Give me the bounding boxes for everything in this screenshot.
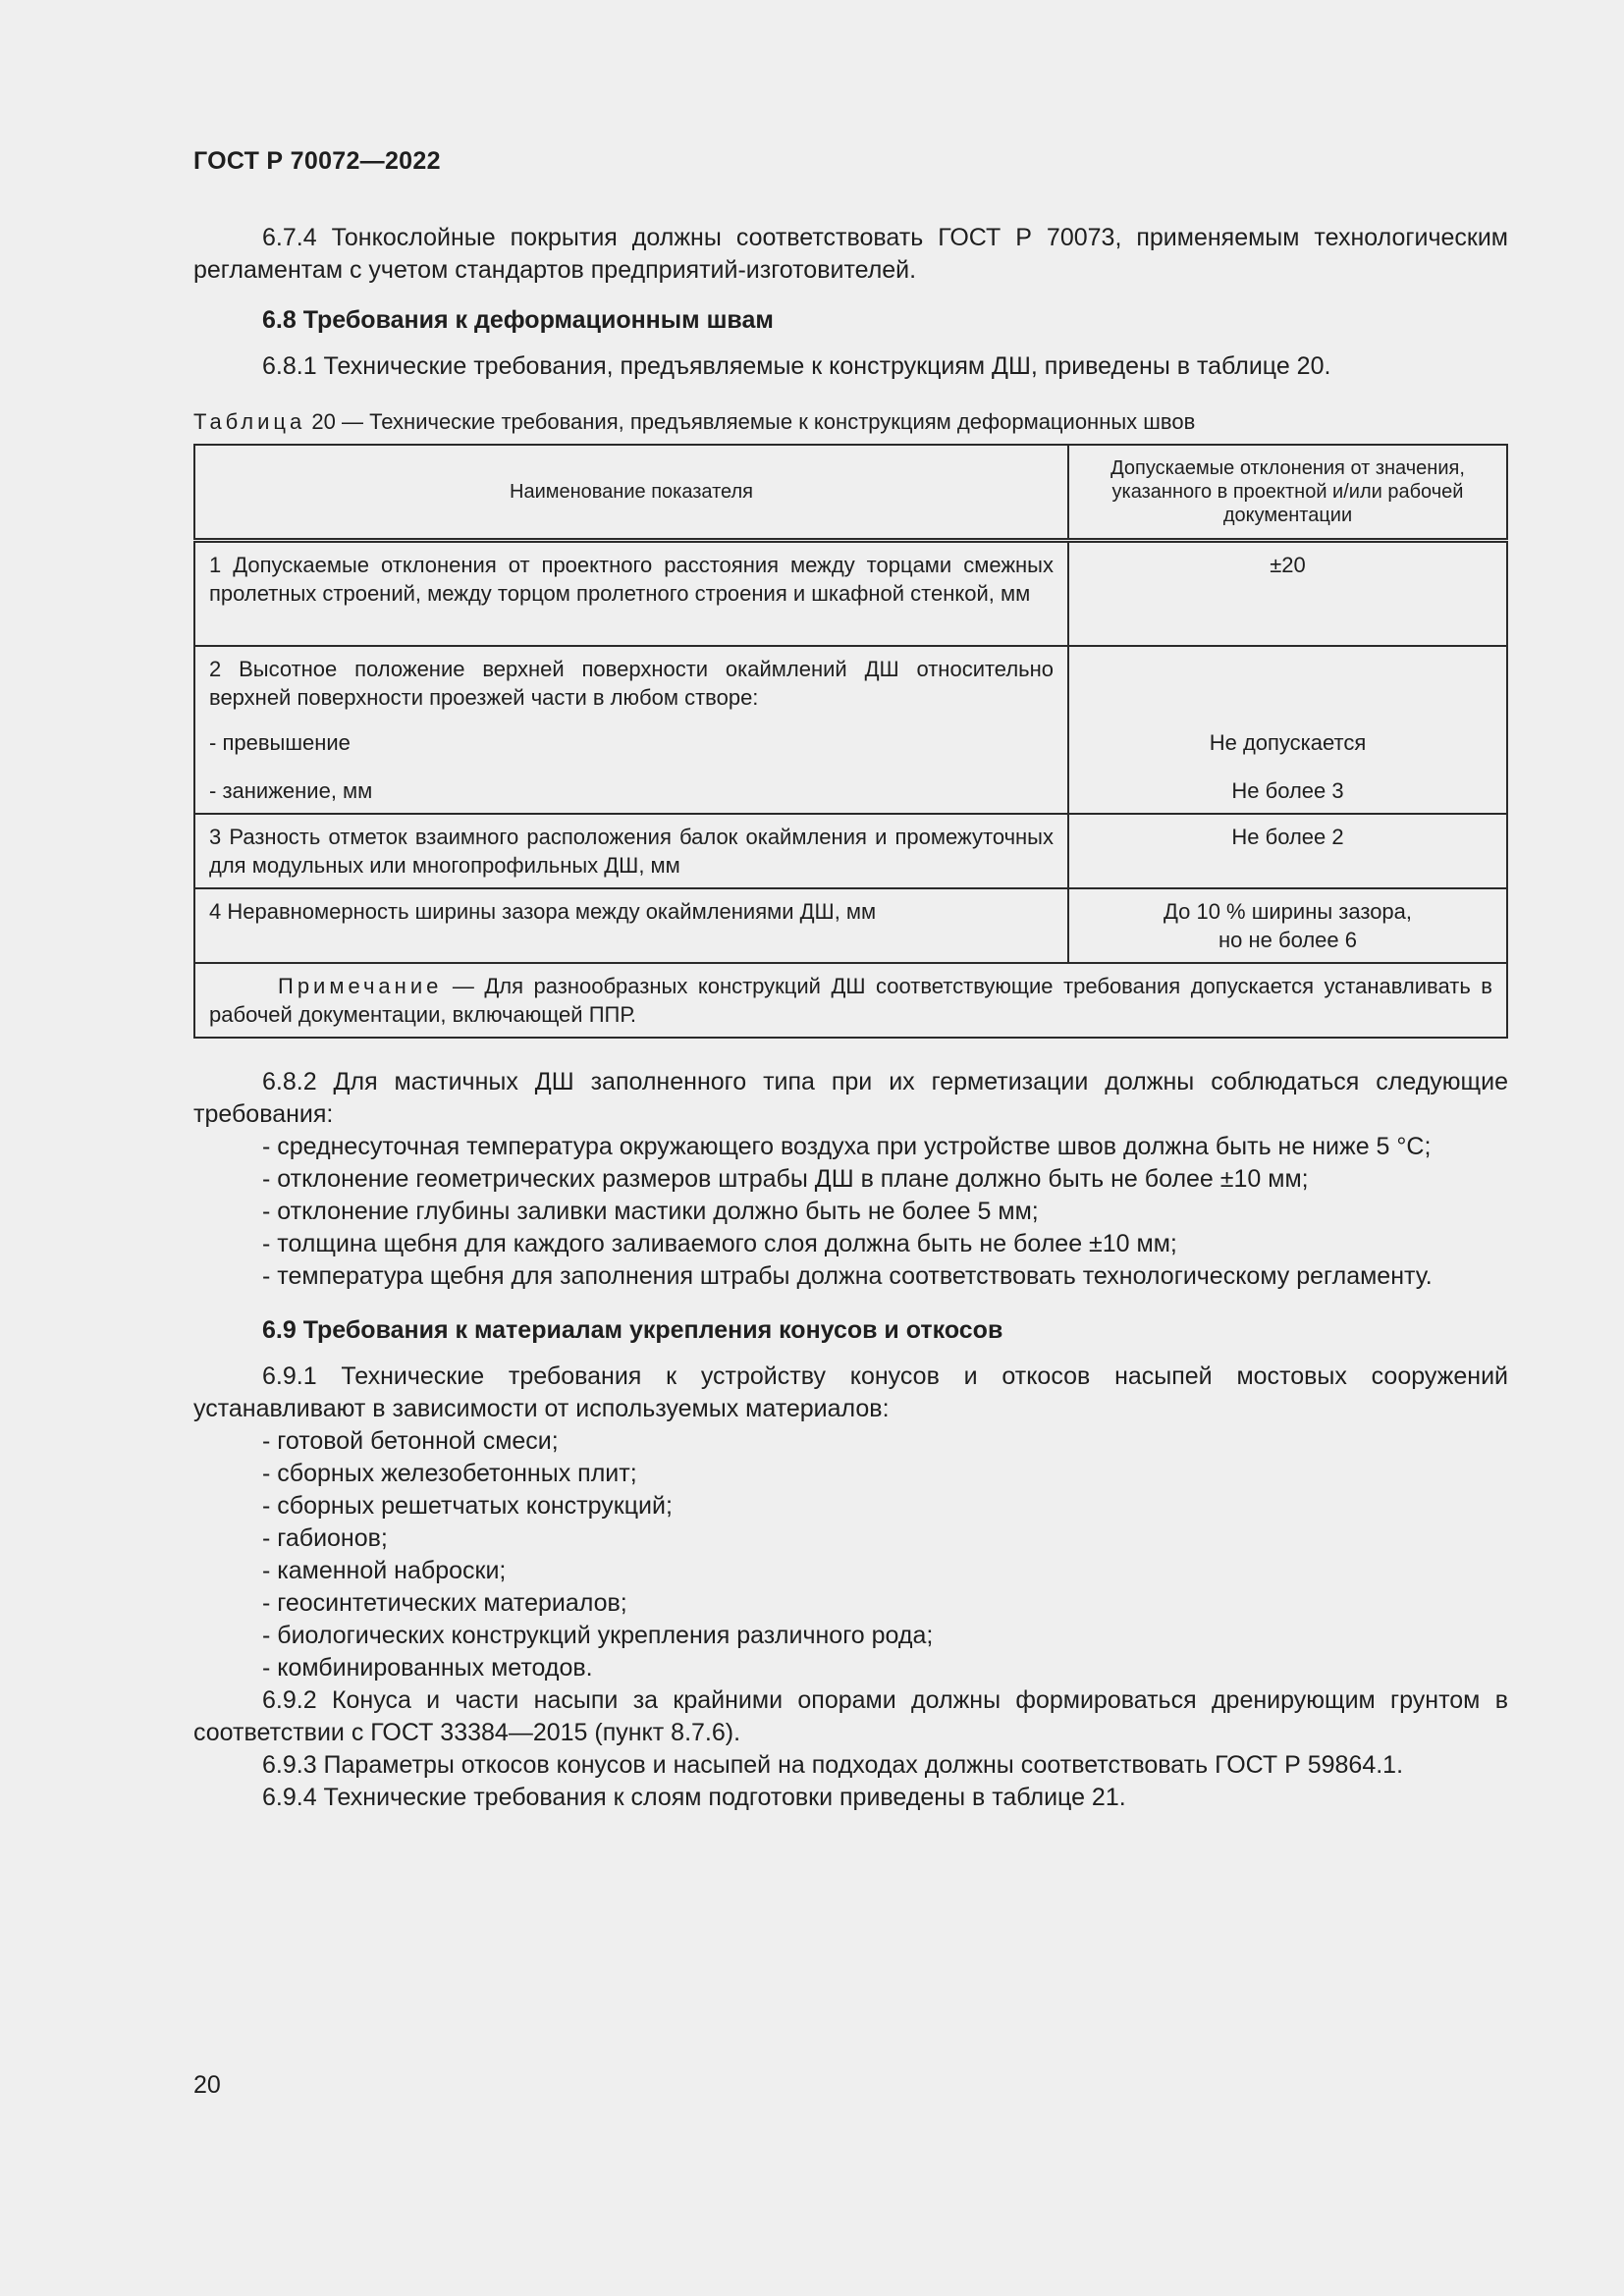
list-item: - габионов; xyxy=(262,1524,388,1552)
row-4-value-line2: но не более 6 xyxy=(1218,928,1357,952)
row-1-name: 1 Допускаемые отклонения от проектного расстояния между торцами смежных пролетных строений, между торцом пролетного строения и шкафной стенкой, мм xyxy=(194,541,1068,647)
note-label: Примечание xyxy=(278,974,443,998)
paragraph-6-7-4: 6.7.4 Тонкослойные покрытия должны соответствовать ГОСТ Р 70073, применяемым технологическим регламентам с учетом стандартов предприятий-изготовителей. xyxy=(193,224,1508,284)
paragraph-6-9-1: 6.9.1 Технические требования к устройству конусов и откосов насыпей мостовых сооружений устанавливают в зависимости от используемых материалов: xyxy=(193,1362,1508,1422)
row-2-sub-excess: - превышение xyxy=(209,730,351,755)
table-row xyxy=(194,646,1507,814)
paragraph-6-9-2: 6.9.2 Конуса и части насыпи за крайними опорами должны формироваться дренирующим грунтом в соответствии с ГОСТ 33384—2015 (пункт 8.7.6). xyxy=(193,1686,1508,1746)
list-item: - сборных железобетонных плит; xyxy=(262,1460,637,1487)
list-item: - геосинтетических материалов; xyxy=(262,1589,627,1617)
table-row xyxy=(194,888,1507,963)
row-2-name-cell xyxy=(194,646,1068,814)
page-content xyxy=(193,222,1508,1814)
list-item: - отклонение глубины заливки мастики должно быть не более 5 мм; xyxy=(262,1198,1039,1225)
list-item: - каменной наброски; xyxy=(262,1557,507,1584)
table-header-row xyxy=(194,445,1507,541)
table-caption-text: 20 — Технические требования, предъявляемые к конструкциям деформационных швов xyxy=(311,409,1196,434)
row-1-value: ±20 xyxy=(1068,541,1507,647)
paragraph-6-8-2: 6.8.2 Для мастичных ДШ заполненного типа при их герметизации должны соблюдаться следующие требования: xyxy=(193,1068,1508,1128)
list-item: - комбинированных методов. xyxy=(262,1654,593,1682)
document-id-header: ГОСТ Р 70072—2022 xyxy=(193,147,441,175)
row-2-value-excess: Не допускается xyxy=(1209,730,1367,755)
row-2-value-deficit: Не более 3 xyxy=(1231,778,1344,803)
page-number: 20 xyxy=(193,2071,221,2099)
table-caption xyxy=(193,408,1508,436)
table-row xyxy=(194,814,1507,888)
section-heading-6-8: 6.8 Требования к деформационным швам xyxy=(262,306,774,334)
section-heading-6-9: 6.9 Требования к материалам укрепления конусов и откосов xyxy=(262,1316,1003,1344)
row-3-name: 3 Разность отметок взаимного расположения балок окаймления и промежуточных для модульных или многопрофильных ДШ, мм xyxy=(194,814,1068,888)
paragraph-6-9-4: 6.9.4 Технические требования к слоям подготовки приведены в таблице 21. xyxy=(262,1784,1126,1811)
row-2-value-cell xyxy=(1068,646,1507,814)
list-item: - температура щебня для заполнения штрабы должна соответствовать технологическому регламенту. xyxy=(262,1262,1433,1290)
table-caption-label: Таблица xyxy=(193,409,306,434)
list-item: - готовой бетонной смеси; xyxy=(262,1427,559,1455)
list-item: - биологических конструкций укрепления различного рода; xyxy=(262,1622,934,1649)
table-row xyxy=(194,541,1507,647)
header-allowed-deviation: Допускаемые отклонения от значения, указанного в проектной и/или рабочей документации xyxy=(1068,445,1507,541)
table-note xyxy=(194,963,1507,1038)
row-4-value-line1: До 10 % ширины зазора, xyxy=(1163,899,1413,924)
table-note-row xyxy=(194,963,1507,1038)
row-3-value: Не более 2 xyxy=(1068,814,1507,888)
row-4-value-cell xyxy=(1068,888,1507,963)
list-item: - сборных решетчатых конструкций; xyxy=(262,1492,673,1520)
row-2-sub-deficit: - занижение, мм xyxy=(209,778,373,803)
row-2-name: 2 Высотное положение верхней поверхности окаймлений ДШ относительно верхней поверхности проезжей части в любом створе: xyxy=(209,657,1054,710)
note-text: — Для разнообразных конструкций ДШ соответствующие требования допускается устанавливать в рабочей документации, включающей ППР. xyxy=(209,974,1492,1027)
list-item: - среднесуточная температура окружающего воздуха при устройстве швов должна быть не ниже 5 °С; xyxy=(262,1133,1432,1160)
paragraph-6-9-3: 6.9.3 Параметры откосов конусов и насыпей на подходах должны соответствовать ГОСТ Р 59864.1. xyxy=(262,1751,1404,1779)
requirements-table xyxy=(193,444,1508,1039)
list-item: - отклонение геометрических размеров штрабы ДШ в плане должно быть не более ±10 мм; xyxy=(262,1165,1309,1193)
list-item: - толщина щебня для каждого заливаемого слоя должна быть не более ±10 мм; xyxy=(262,1230,1177,1257)
header-indicator-name: Наименование показателя xyxy=(194,445,1068,541)
paragraph-6-8-1: 6.8.1 Технические требования, предъявляемые к конструкциям ДШ, приведены в таблице 20. xyxy=(262,352,1331,380)
row-4-name: 4 Неравномерность ширины зазора между окаймлениями ДШ, мм xyxy=(194,888,1068,963)
